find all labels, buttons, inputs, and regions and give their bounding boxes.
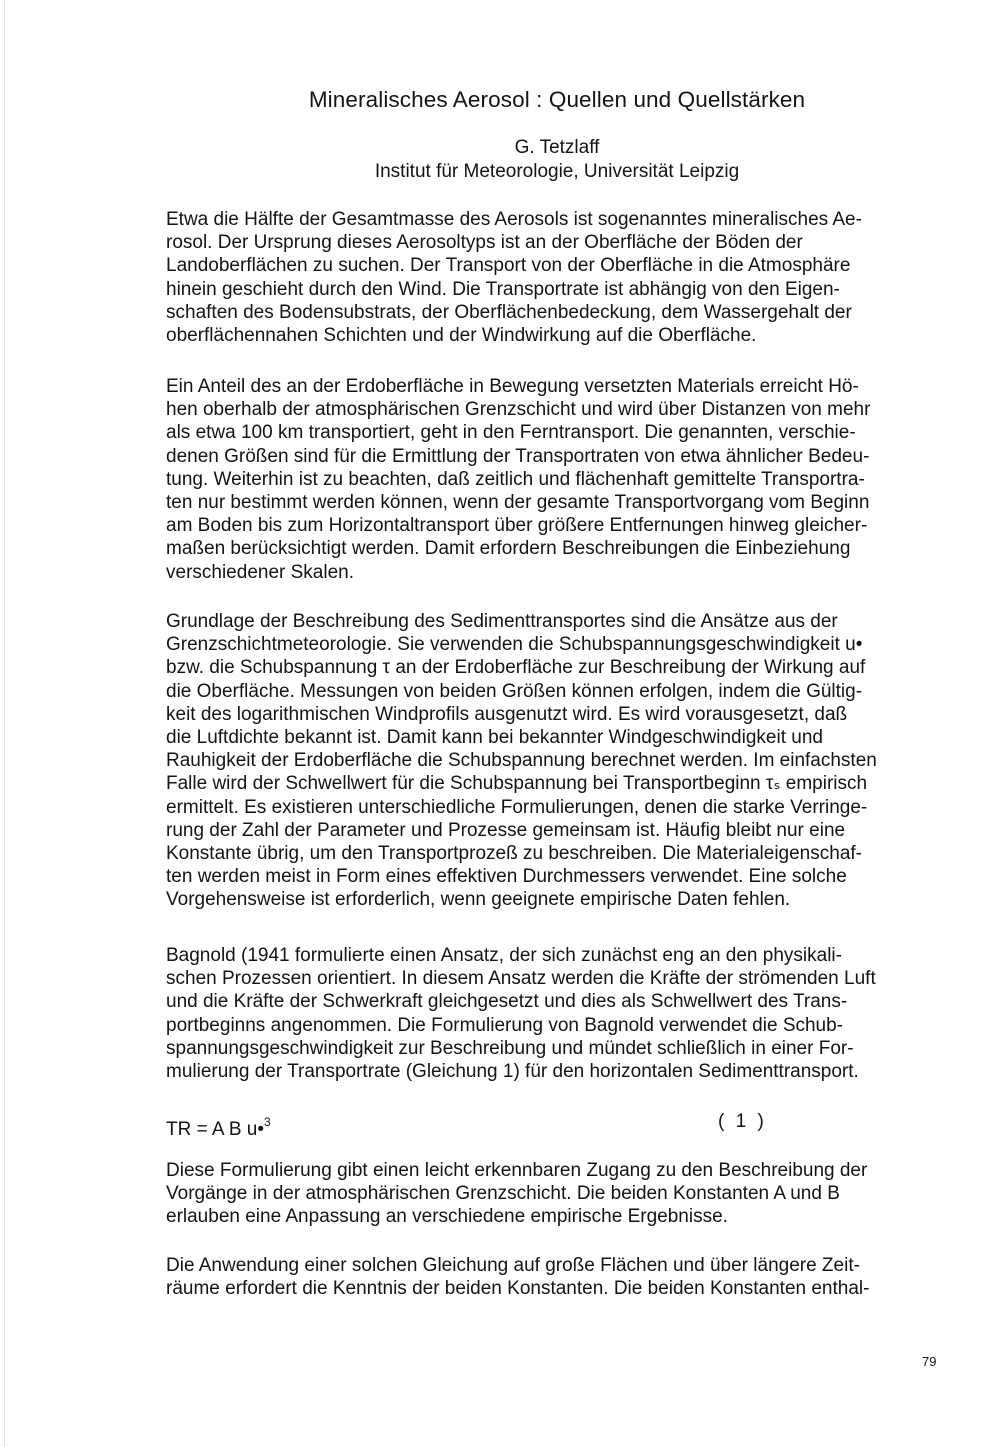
text-line: Bagnold (1941 formulierte einen Ansatz, der sich zunächst eng an den physikali- [166, 945, 842, 966]
paragraph-4 [166, 944, 924, 1083]
text-line: oberflächennahen Schichten und der Windwirkung auf die Oberfläche. [166, 325, 757, 347]
scan-edge-line [4, 0, 5, 1447]
text-line: Diese Formulierung gibt einen leicht erkennbaren Zugang zu den Beschreibung der [166, 1160, 868, 1181]
equation-expression: TR = A B u• [166, 1119, 265, 1140]
text-line: Falle wird der Schwellwert für die Schubspannung bei Transportbeginn τₛ empirisch [166, 773, 868, 795]
paragraph-5 [166, 1159, 924, 1229]
text-line: ten nur bestimmt werden können, wenn der gesamte Transportvorgang vom Beginn [166, 492, 870, 514]
text-line: und die Kräfte der Schwerkraft gleichgesetzt und dies als Schwellwert des Trans- [166, 991, 848, 1013]
text-line: tung. Weiterhin ist zu beachten, daß zeitlich und flächenhaft gemittelte Transportra- [166, 468, 865, 490]
text-line: hinein geschieht durch den Wind. Die Transportrate ist abhängig von den Eigen- [166, 278, 840, 300]
text-line: schaften des Bodensubstrats, der Oberflächenbedeckung, dem Wassergehalt der [166, 301, 852, 323]
text-line: schen Prozessen orientiert. In diesem Ansatz werden die Kräfte der strömenden Luft [166, 968, 876, 990]
author-affiliation: Institut für Meteorologie, Universität Leipzig [374, 161, 740, 182]
equation-number: ( 1 ) [718, 1111, 767, 1132]
text-line: Konstante übrig, um den Transportprozeß zu beschreiben. Die Materialeigenschaf- [166, 843, 862, 865]
text-line: Grundlage der Beschreibung des Sedimenttransportes sind die Ansätze aus der [166, 611, 838, 632]
text-line: Rauhigkeit der Erdoberfläche die Schubspannung berechnet werden. Im einfachsten [166, 750, 877, 772]
author-name: G. Tetzlaff [514, 137, 600, 158]
text-line: keit des logarithmischen Windprofils ausgenutzt wird. Es wird vorausgesetzt, daß [166, 703, 848, 725]
text-line: Ein Anteil des an der Erdoberfläche in Bewegung versetzten Materials erreicht Hö- [166, 376, 859, 397]
text-line: ten werden meist in Form eines effektiven Durchmessers verwendet. Eine solche [166, 866, 847, 888]
text-line: rosol. Der Ursprung dieses Aerosoltyps ist an der Oberfläche der Böden der [166, 232, 803, 254]
text-line: die Oberfläche. Messungen von beiden Größen können erfolgen, indem die Gültig- [166, 680, 863, 702]
text-line: portbeginns angenommen. Die Formulierung von Bagnold verwendet die Schub- [166, 1014, 844, 1036]
page-number: 79 [922, 1354, 937, 1369]
text-line: Vorgänge in der atmosphärischen Grenzschicht. Die beiden Konstanten A und B [166, 1183, 840, 1205]
text-line: räume erfordert die Kenntnis der beiden Konstanten. Die beiden Konstanten enthal- [166, 1278, 870, 1300]
text-line: maßen berücksichtigt werden. Damit erfordern Beschreibungen die Einbeziehung [166, 538, 851, 560]
paragraph-3 [166, 610, 924, 912]
text-line: erlauben eine Anpassung an verschiedene empirische Ergebnisse. [166, 1206, 728, 1228]
paper-title: Mineralisches Aerosol : Quellen und Quellstärken [308, 87, 806, 112]
paragraph-2 [166, 375, 924, 584]
text-line: verschiedener Skalen. [166, 561, 354, 583]
text-line: als etwa 100 km transportiert, geht in den Ferntransport. Die genannten, verschie- [166, 422, 856, 444]
text-line: denen Größen sind für die Ermittlung der Transportraten von etwa ähnlicher Bedeu- [166, 445, 870, 467]
text-line: ermittelt. Es existieren unterschiedliche Formulierungen, denen die starke Verringe- [166, 796, 868, 818]
text-line: Etwa die Hälfte der Gesamtmasse des Aerosols ist sogenanntes mineralisches Ae- [166, 209, 862, 230]
text-line: hen oberhalb der atmosphärischen Grenzschicht und wird über Distanzen von mehr [166, 399, 871, 421]
text-line: spannungsgeschwindigkeit zur Beschreibung und mündet schließlich in einer For- [166, 1037, 854, 1059]
text-line: die Luftdichte bekannt ist. Damit kann bei bekannter Windgeschwindigkeit und [166, 727, 823, 749]
text-line: rung der Zahl der Parameter und Prozesse gemeinsam ist. Häufig bleibt nur eine [166, 819, 846, 841]
paragraph-6 [166, 1254, 924, 1300]
text-line: bzw. die Schubspannung τ an der Erdoberfläche zur Beschreibung der Wirkung auf [166, 657, 866, 679]
text-line: Landoberflächen zu suchen. Der Transport von der Oberfläche in die Atmosphäre [166, 255, 851, 277]
paragraph-1 [166, 208, 924, 347]
text-line: mulierung der Transportrate (Gleichung 1) für den horizontalen Sedimenttransport. [166, 1061, 859, 1083]
equation-exponent: 3 [264, 1115, 271, 1129]
text-line: am Boden bis zum Horizontaltransport über größere Entfernungen hinweg gleicher- [166, 515, 868, 537]
text-line: Grenzschichtmeteorologie. Sie verwenden die Schubspannungsgeschwindigkeit u• [166, 634, 863, 656]
equation-transport-rate [166, 1110, 271, 1142]
text-line: Vorgehensweise ist erforderlich, wenn geeignete empirische Daten fehlen. [166, 889, 791, 911]
text-line: Die Anwendung einer solchen Gleichung auf große Flächen und über längere Zeit- [166, 1255, 860, 1276]
